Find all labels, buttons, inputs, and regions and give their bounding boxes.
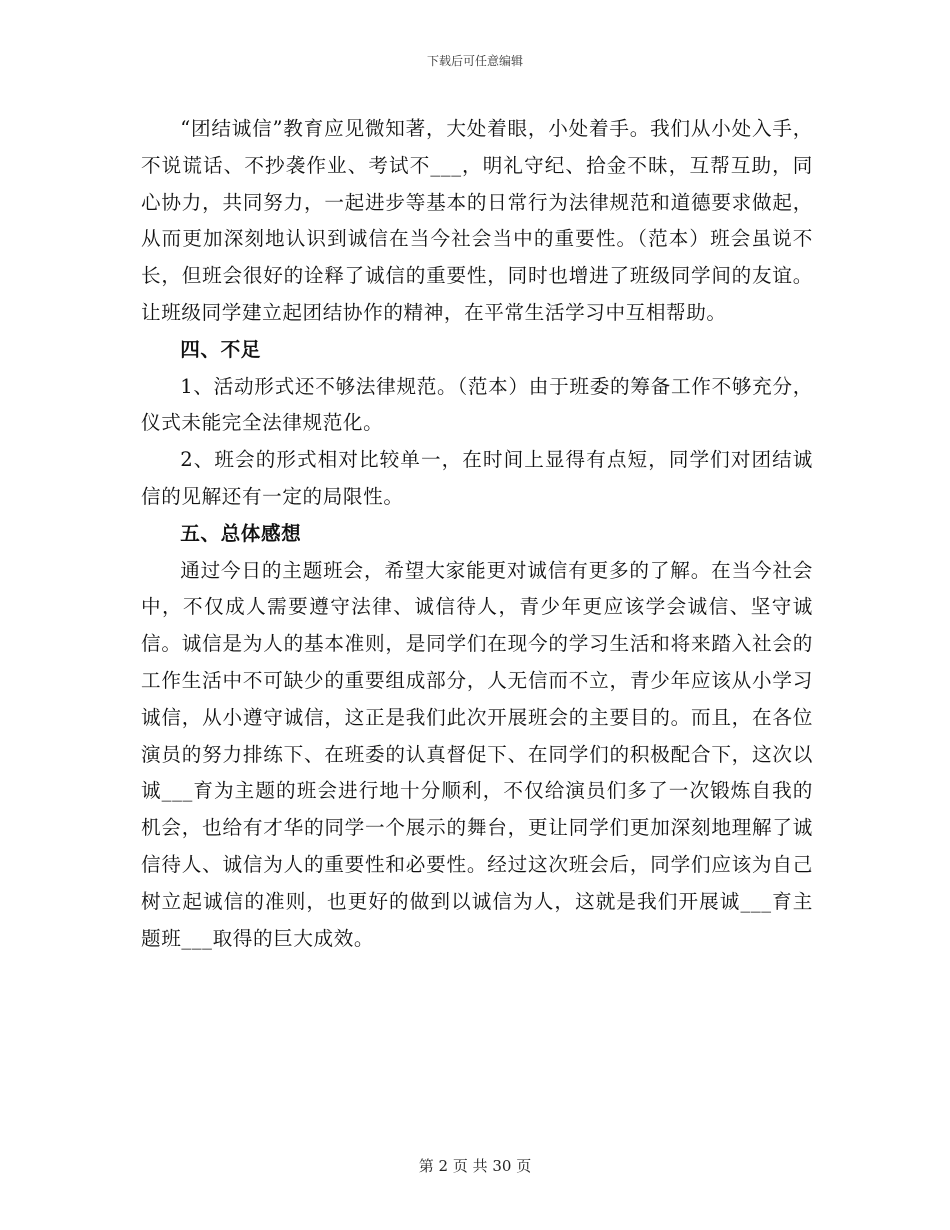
paragraph-summary: “团结诚信”教育应见微知著，大处着眼，小处着手。我们从小处入手，不说谎话、不抄袭作业、考试不___，明礼守纪、拾金不昧，互帮互助，同心协力，共同努力，一起进步等基本的日常行为法律规范和道德要求做起，从而更加深刻地认识到诚信在当今社会当中的重要性。（范本）班会虽说不长，但班会很好的诠释了诚信的重要性，同时也增进了班级同学间的友谊。让班级同学建立起团结协作的精神，在平常生活学习中互相帮助。 xyxy=(141,117,813,324)
page-header: 下载后可任意编辑 xyxy=(426,54,523,68)
paragraph-reflections: 通过今日的主题班会，希望大家能更对诚信有更多的了解。在当今社会中，不仅成人需要遵守法律、诚信待人，青少年更应该学会诚信、坚守诚信。诚信是为人的基本准则，是同学们在现今的学习生活和将来踏入社会的工作生活中不可缺少的重要组成部分，人无信而不立，青少年应该从小学习诚信，从小遵守诚信，这正是我们此次开展班会的主要目的。而且，在各位演员的努力排练下、在班委的认真督促下、在同学们的积极配合下，这次以诚___育为主题的班会进行地十分顺利，不仅给演员们多了一次锻炼自我的机会，也给有才华的同学一个展示的舞台，更让同学们更加深刻地理解了诚信待人、诚信为人的重要性和必要性。经过这次班会后，同学们应该为自己树立起诚信的准则，也更好的做到以诚信为人，这就是我们开展诚___育主题班___取得的巨大成效。 xyxy=(141,558,813,950)
paragraph-shortcoming-2: 2、班会的形式相对比较单一，在时间上显得有点短，同学们对团结诚信的见解还有一定的局限性。 xyxy=(141,448,813,508)
section-heading-shortcomings: 四、不足 xyxy=(180,337,261,361)
section-heading-reflections: 五、总体感想 xyxy=(180,521,302,545)
page-number: 第 2 页 共 30 页 xyxy=(418,1157,532,1175)
document-body xyxy=(141,111,813,957)
paragraph-shortcoming-1: 1、活动形式还不够法律规范。（范本）由于班委的筹备工作不够充分，仪式未能完全法律规范化。 xyxy=(141,374,813,435)
